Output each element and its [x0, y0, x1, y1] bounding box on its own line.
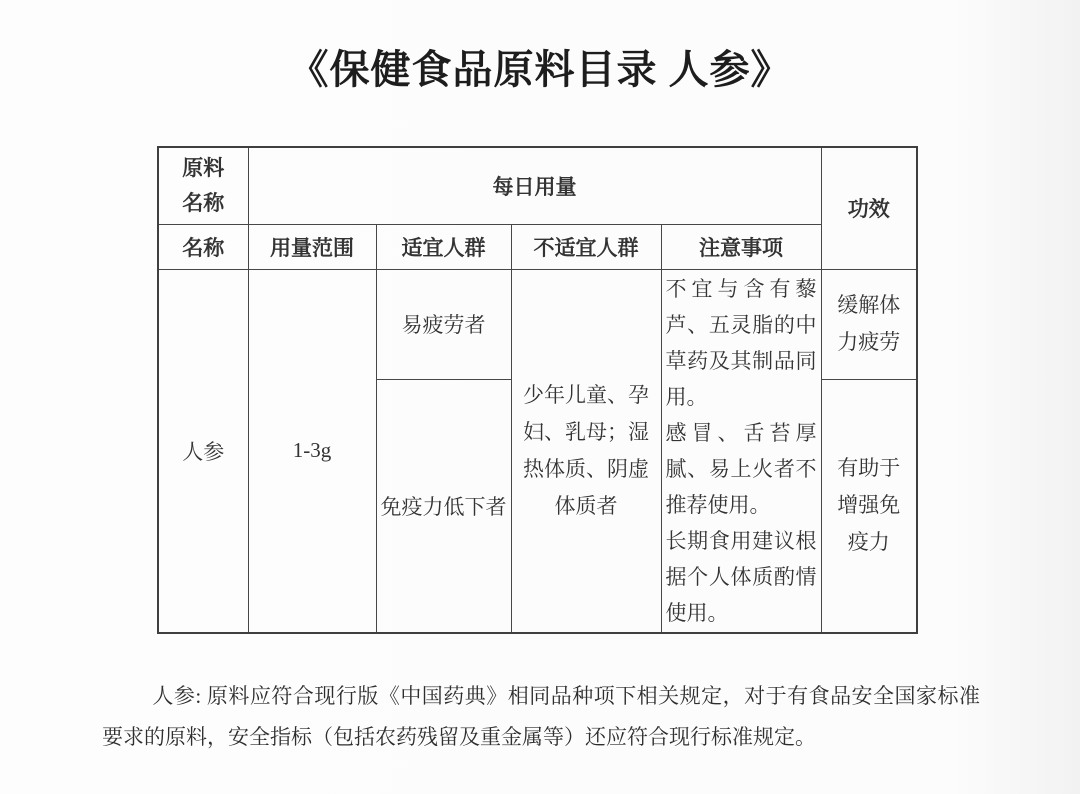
header-precautions: 注意事项 — [661, 224, 821, 269]
precaution-item-3: 长期食用建议根据个人体质酌情使用。 — [665, 528, 817, 625]
precaution-item-2: 感冒、舌苔厚腻、易上火者不推荐使用。 — [665, 420, 817, 517]
header-suitable-people: 适宜人群 — [376, 224, 511, 269]
precaution-item-1: 不宜与含有藜芦、五灵脂的中草药及其制品同用。 — [665, 276, 817, 409]
cell-suitable-fatigue: 易疲劳者 — [376, 269, 511, 379]
cell-efficacy-immunity — [821, 379, 917, 633]
ingredient-catalog-table — [157, 146, 918, 634]
header-material-name — [158, 147, 248, 224]
cell-material-name: 人参 — [158, 269, 248, 633]
cell-dosage-range: 1-3g — [248, 269, 376, 633]
header-dosage-range: 用量范围 — [248, 224, 376, 269]
body-row-1 — [158, 269, 917, 379]
cell-precautions — [661, 269, 821, 633]
cell-efficacy-fatigue — [821, 269, 917, 379]
header-name: 名称 — [158, 224, 248, 269]
header-material-name-label: 原料 名称 — [182, 155, 225, 215]
header-row-2 — [158, 224, 917, 269]
efficacy-fatigue-label: 缓解体力疲劳 — [837, 293, 901, 354]
header-daily-dosage: 每日用量 — [248, 147, 821, 224]
header-unsuitable-people: 不适宜人群 — [511, 224, 661, 269]
efficacy-immunity-label: 有助于增强免疫力 — [837, 456, 901, 555]
cell-suitable-immunity: 免疫力低下者 — [376, 379, 511, 633]
header-row-1 — [158, 147, 917, 224]
header-efficacy: 功效 — [821, 147, 917, 269]
footnote: 人参: 原料应符合现行版《中国药典》相同品种项下相关规定，对于有食品安全国家标准要求的原料，安全指标（包括农药残留及重金属等）还应符合现行标准规定。 — [102, 684, 980, 749]
cell-unsuitable-people: 少年儿童、孕妇、乳母；湿热体质、阴虚体质者 — [511, 269, 661, 633]
page-title: 《保健食品原料目录 人参》 — [288, 47, 792, 92]
